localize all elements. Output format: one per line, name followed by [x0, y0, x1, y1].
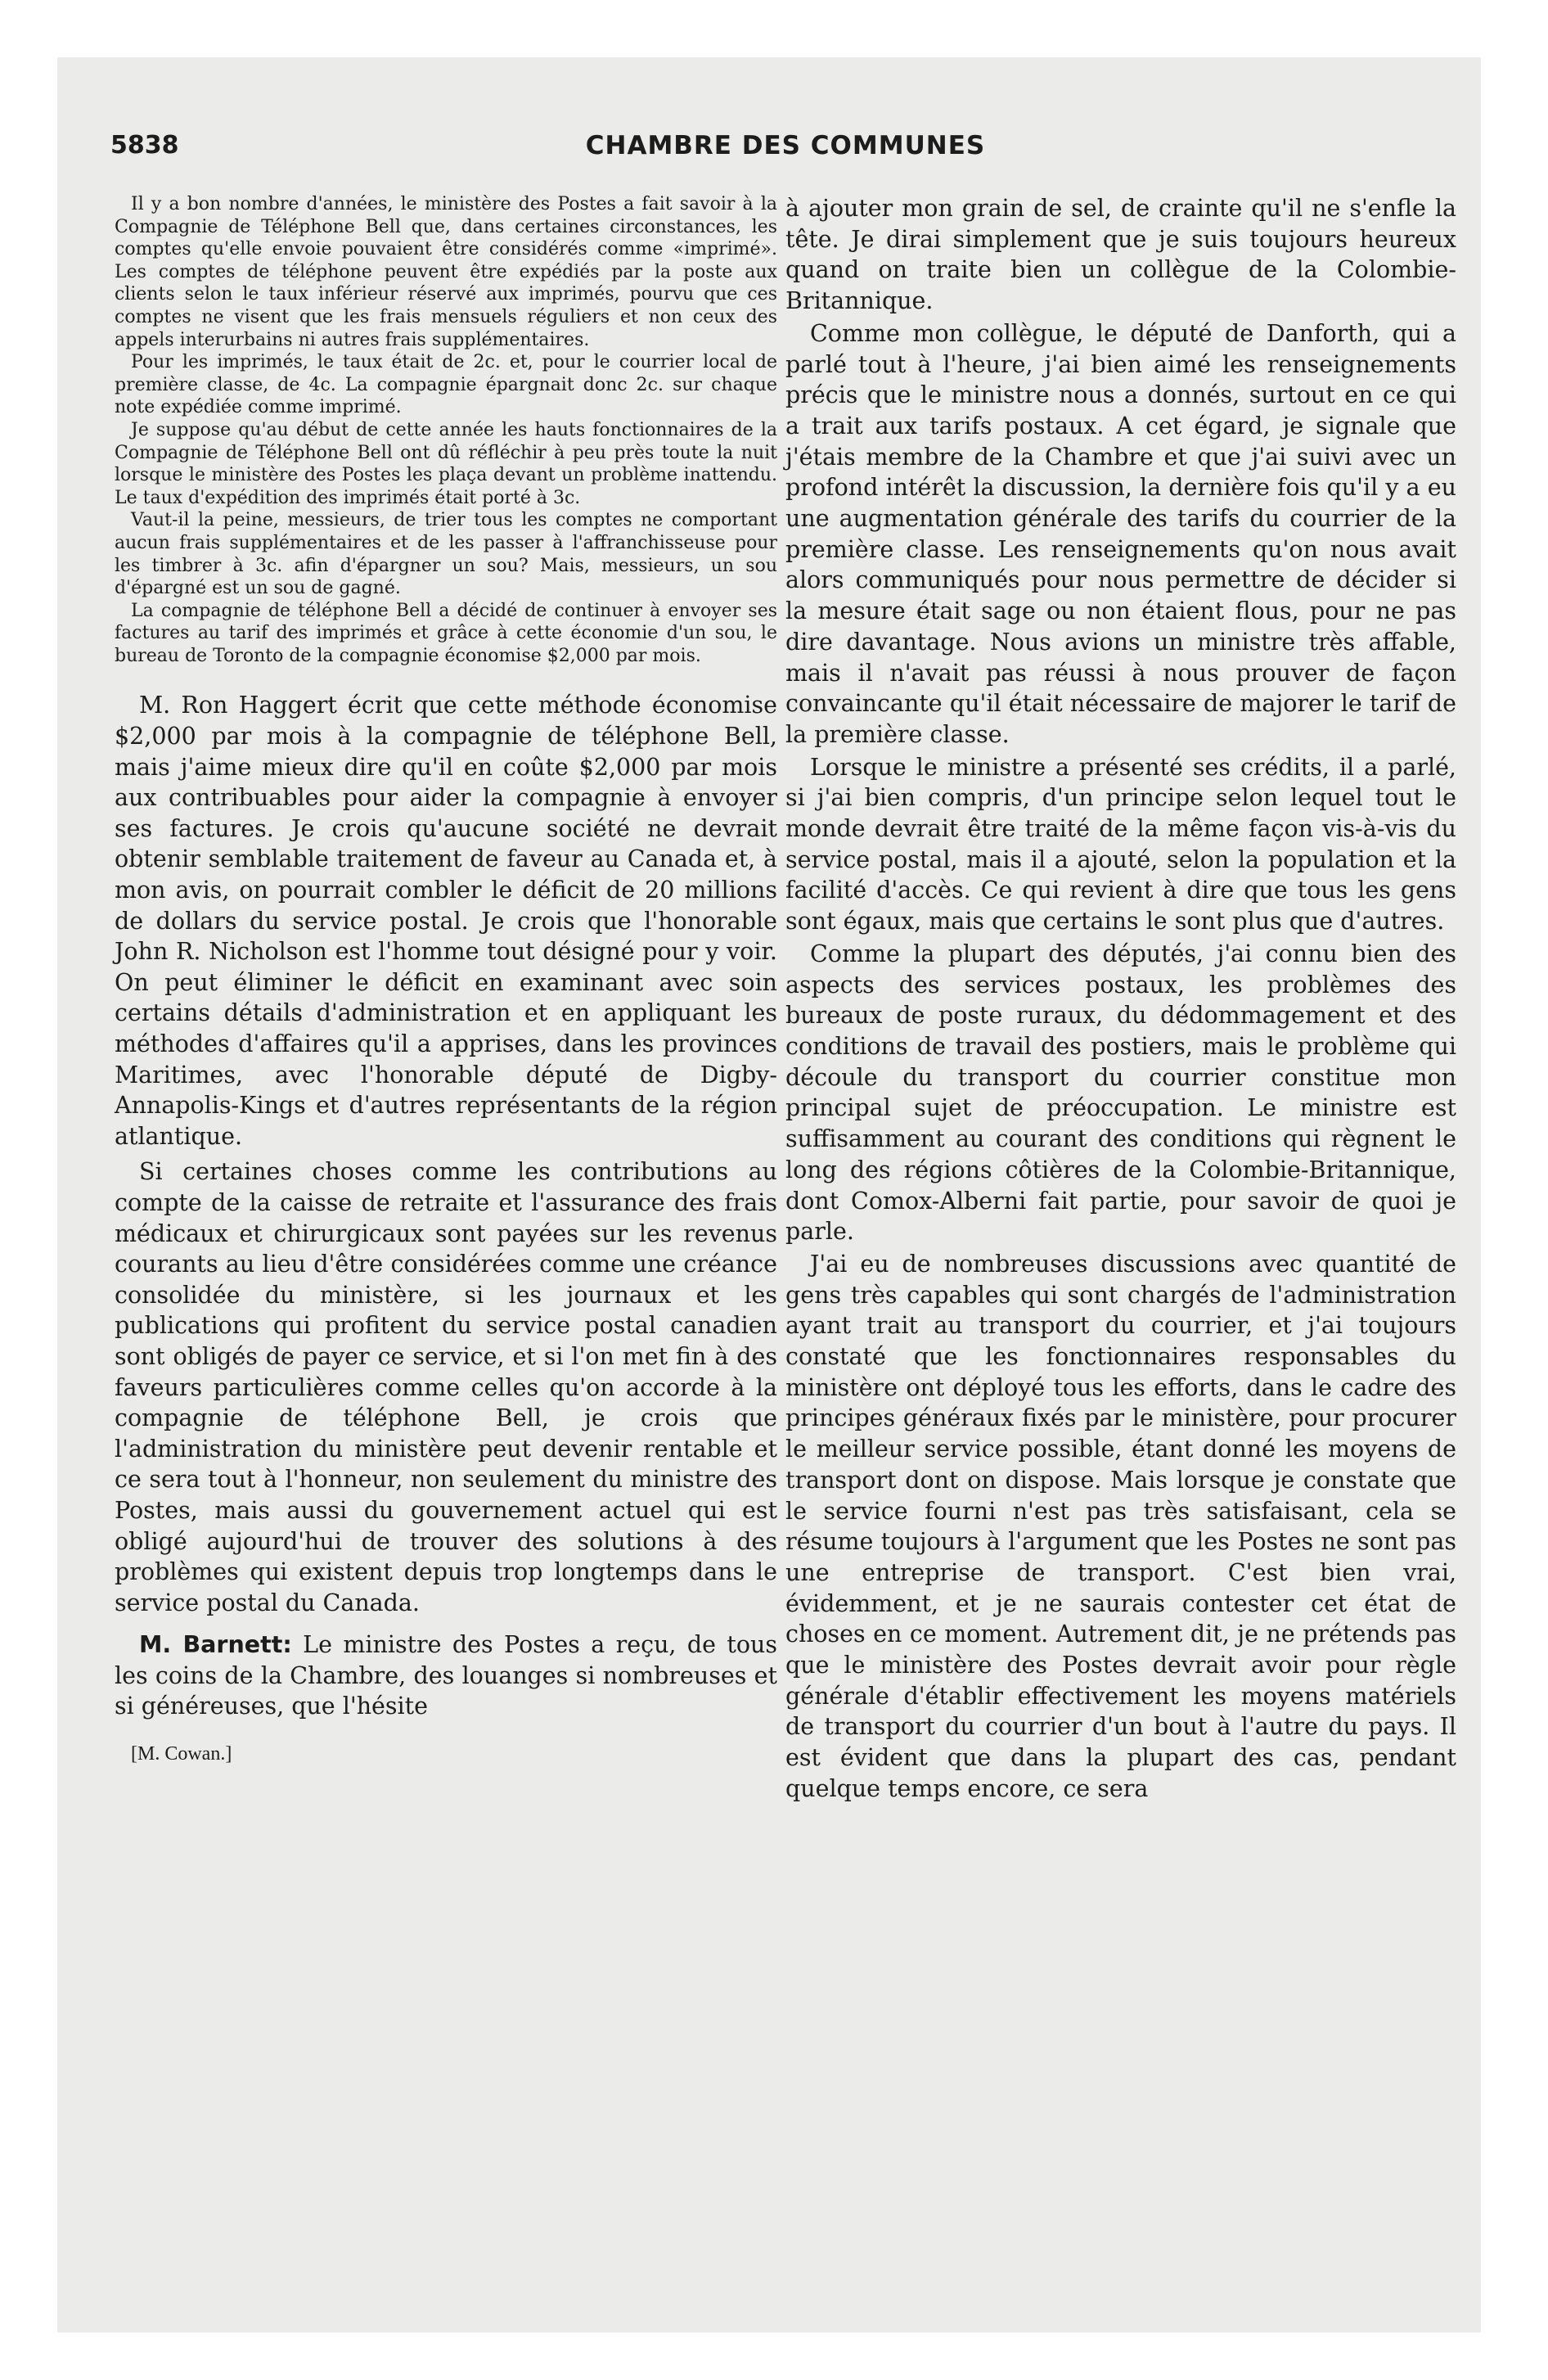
- left-column: [115, 193, 777, 1765]
- quote-paragraph: La compagnie de téléphone Bell a décidé de continuer à envoyer ses factures au tarif des imprimés et grâce à cette économie d'un sou, le bureau de Toronto de la compagnie économise $2,000 par mois.: [115, 600, 777, 666]
- quote-paragraph: Il y a bon nombre d'années, le ministère des Postes a fait savoir à la Compagnie de Téléphone Bell que, dans certaines circonstances, les comptes qu'elle envoie pouvaient être considérés comme «imprimé». Les comptes de téléphone peuvent être expédiés par la poste aux clients selon le taux inférieur réservé aux imprimés, pourvu que ces comptes ne visent que les frais mensuels réguliers et non ceux des appels interurbains ni autres frais supplémentaires.: [115, 194, 777, 350]
- body-paragraph: Si certaines choses comme les contributions au compte de la caisse de retraite et l'assurance des frais médicaux et chirurgicaux sont payées sur les revenus courants au lieu d'être considérées comme une créance consolidée du ministère, si les journaux et les publications qui profitent du service postal canadien sont obligés de payer ce service, et si l'on met fin à des faveurs particulières comme celles qu'on accorde à la compagnie de téléphone Bell, je crois que l'administration du ministère peut devenir rentable et ce sera tout à l'honneur, non seulement du ministre des Postes, mais aussi du gouvernement actuel qui est obligé aujourd'hui de trouver des solutions à des problèmes qui existent depuis trop longtemps dans le service postal du Canada.: [115, 1158, 777, 1616]
- page-number: 5838: [110, 131, 179, 160]
- quote-paragraph: Pour les imprimés, le taux était de 2c. et, pour le courrier local de première classe, de 4c. La compagnie épargnait donc 2c. sur chaque note expédiée comme imprimé.: [115, 352, 777, 418]
- speaker-name: M. Barnett:: [139, 1631, 292, 1659]
- body-paragraph: Comme la plupart des députés, j'ai connu bien des aspects des services postaux, les problèmes des bureaux de poste ruraux, du dédommagement et des conditions de travail des postiers, mais le problème qui découle du transport du courrier constitue mon principal sujet de préoccupation. Le ministre est suffisamment au courant des conditions qui règnent le long des régions côtières de la Colombie-Britannique, dont Comox-Alberni fait partie, pour savoir de quoi je parle.: [785, 940, 1456, 1246]
- speech-body: [115, 690, 777, 1722]
- right-column: [785, 193, 1456, 1805]
- quote-paragraph: Vaut-il la peine, messieurs, de trier tous les comptes ne comportant aucun frais supplémentaires et de les passer à l'affranchisseuse pour les timbrer à 3c. afin d'épargner un sou? Mais, messieurs, un sou d'épargné est un sou de gagné.: [115, 510, 777, 599]
- body-paragraph: J'ai eu de nombreuses discussions avec quantité de gens très capables qui sont chargés de l'administration ayant trait au transport du courrier, et j'ai toujours constaté que les fonctionnaires responsables du ministère ont déployé tous les efforts, dans le cadre des principes généraux fixés par le ministère, pour procurer le meilleur service possible, étant donné les moyens de transport dont on dispose. Mais lorsque je constate que le service fourni n'est pas très satisfaisant, cela se résume toujours à l'argument que les Postes ne sont pas une entreprise de transport. C'est bien vrai, évidemment, et je ne saurais contester cet état de choses en ce moment. Autrement dit, je ne prétends pas que le ministère des Postes devrait avoir pour règle générale d'établir effectivement les moyens matériels de transport du courrier d'un bout à l'autre du pays. Il est évident que dans la plupart des cas, pendant quelque temps encore, ce sera: [785, 1250, 1456, 1802]
- page-header: [110, 131, 1460, 180]
- speaker-text: Le ministre des Postes a reçu, de tous les coins de la Chambre, des louanges si nombreuses et si généreuses, que l'hésite: [115, 1631, 777, 1720]
- running-title: CHAMBRE DES COMMUNES: [585, 131, 986, 160]
- body-paragraph: à ajouter mon grain de sel, de crainte qu'il ne s'enfle la tête. Je dirai simplement que je suis toujours heureux quand on traite bien un collègue de la Colombie-Britannique.: [785, 195, 1456, 315]
- speaker-footnote: [M. Cowan.]: [131, 1743, 232, 1765]
- body-paragraph: Comme mon collègue, le député de Danforth, qui a parlé tout à l'heure, j'ai bien aimé les renseignements précis que le ministre nous a donnés, surtout en ce qui a trait aux tarifs postaux. A cet égard, je signale que j'étais membre de la Chambre et que j'ai suivi avec un profond intérêt la discussion, la dernière fois qu'il y a eu une augmentation générale des tarifs du courrier de la première classe. Les renseignements qu'on nous avait alors communiqués pour nous permettre de décider si la mesure était sage ou non étaient flous, pour ne pas dire davantage. Nous avions un ministre très affable, mais il n'avait pas réussi à nous prouver de façon convaincante qu'il était nécessaire de majorer le tarif de la première classe.: [785, 319, 1456, 748]
- body-paragraph: M. Ron Haggert écrit que cette méthode économise $2,000 par mois à la compagnie de téléphone Bell, mais j'aime mieux dire qu'il en coûte $2,000 par mois aux contribuables pour aider la compagnie à envoyer ses factures. Je crois qu'aucune société ne devrait obtenir semblable traitement de faveur au Canada et, à mon avis, on pourrait combler le déficit de 20 millions de dollars du service postal. Je crois que l'honorable John R. Nicholson est l'homme tout désigné pour y voir. On peut éliminer le déficit en examinant avec soin certains détails d'administration et en appliquant les méthodes d'affaires qu'il a apprises, dans les provinces Maritimes, avec l'honorable député de Digby-Annapolis-Kings et d'autres représentants de la région atlantique.: [115, 692, 777, 1150]
- quoted-article: [115, 193, 777, 667]
- speaker-paragraph: [115, 1629, 777, 1722]
- quote-paragraph: Je suppose qu'au début de cette année les hauts fonctionnaires de la Compagnie de Téléphone Bell ont dû réfléchir à peu près toute la nuit lorsque le ministère des Postes les plaça devant un problème inattendu. Le taux d'expédition des imprimés était porté à 3c.: [115, 419, 777, 508]
- body-paragraph: Lorsque le ministre a présenté ses crédits, il a parlé, si j'ai bien compris, d'un principe selon lequel tout le monde devrait être traité de la même façon vis-à-vis du service postal, mais il a ajouté, selon la population et la facilité d'accès. Ce qui revient à dire que tous les gens sont égaux, mais que certains le sont plus que d'autres.: [785, 753, 1456, 935]
